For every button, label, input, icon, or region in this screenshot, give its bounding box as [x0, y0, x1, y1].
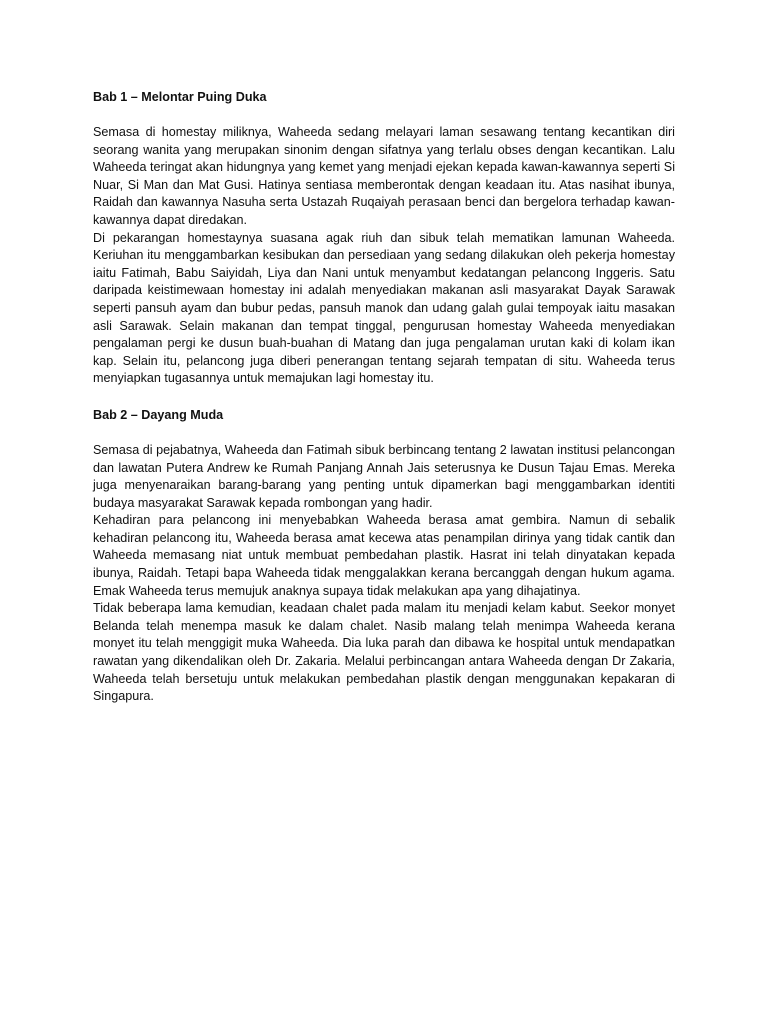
chapter-2-paragraph-1: Semasa di pejabatnya, Waheeda dan Fatimah sibuk berbincang tentang 2 lawatan institusi pelancongan dan lawatan Putera Andrew ke Rumah Panjang Annah Jais seterusnya ke Dusun Tajau Emas. Mereka juga menyenaraikan barang-barang yang penting untuk dipamerkan bagi menggambarkan identiti budaya masyarakat Sarawak kepada rombongan yang hadir. [93, 442, 675, 510]
spacer [93, 106, 675, 124]
chapter-2-paragraph-2: Kehadiran para pelancong ini menyebabkan Waheeda berasa amat gembira. Namun di sebalik kehadiran pelancong itu, Waheeda berasa amat kecewa atas penampilan dirinya yang tidak cantik dan Waheeda memasang niat untuk membuat pembedahan plastik. Hasrat ini telah dinyatakan kepada ibunya, Raidah. Tetapi bapa Waheeda tidak menggalakkan kerana bercanggah dengan hukum agama. Emak Waheeda terus memujuk anaknya supaya tidak melakukan apa yang dihajatinya. [93, 513, 675, 598]
chapter-2 [93, 406, 675, 706]
chapter-1-heading: Bab 1 – Melontar Puing Duka [93, 90, 267, 104]
chapter-1-paragraph-1: Semasa di homestay miliknya, Waheeda sedang melayari laman sesawang tentang kecantikan diri seorang wanita yang merupakan sinonim dengan sifatnya yang terlalu obses dengan kecantikan. Lalu Waheeda teringat akan hidungnya yang kemet yang menjadi ejekan kepada kawan-kawannya seperti Si Nuar, Si Man dan Mat Gusi. Hatinya sentiasa memberontak dengan keadaan itu. Atas nasihat ibunya, Raidah dan kawannya Nasuha serta Ustazah Ruqaiyah perasaan benci dan bergelora terhadap kawan-kawannya dapat diredakan. [93, 125, 675, 227]
document-page [93, 88, 675, 706]
chapter-1 [93, 88, 675, 388]
chapter-1-paragraph-2: Di pekarangan homestaynya suasana agak riuh dan sibuk telah mematikan lamunan Waheeda. Keriuhan itu menggambarkan kesibukan dan persediaan yang sedang dilakukan oleh pekerja homestay iaitu Fatimah, Babu Saiyidah, Liya dan Nani untuk menyambut kedatangan pelancong Inggeris. Satu daripada keistimewaan homestay ini adalah menyediakan makanan asli masyarakat Dayak Sarawak seperti pansuh ayam dan bubur pedas, pansuh manok dan udang galah gulai tempoyak iaitu masakan asli Sarawak. Selain makanan dan tempat tinggal, pengurusan homestay Waheeda menyediakan pengalaman pergi ke dusun buah-buahan di Matang dan juga pengalaman urutan kaki di kolam ikan kap. Selain itu, pelancong juga diberi penerangan tentang sejarah tempatan di situ. Waheeda terus menyiapkan tugasannya untuk memajukan lagi homestay itu. [93, 230, 675, 386]
spacer [93, 424, 675, 442]
chapter-2-paragraph-3: Tidak beberapa lama kemudian, keadaan chalet pada malam itu menjadi kelam kabut. Seekor monyet Belanda telah menempa masuk ke dalam chalet. Nasib malang telah menimpa Waheeda kerana monyet itu telah menggigit muka Waheeda. Dia luka parah dan dibawa ke hospital untuk mendapatkan rawatan yang dikendalikan oleh Dr. Zakaria. Melalui perbincangan antara Waheeda dengan Dr Zakaria, Waheeda telah bersetuju untuk melakukan pembedahan plastik dengan menggunakan kepakaran di Singapura. [93, 601, 675, 704]
chapter-2-heading: Bab 2 – Dayang Muda [93, 407, 224, 422]
